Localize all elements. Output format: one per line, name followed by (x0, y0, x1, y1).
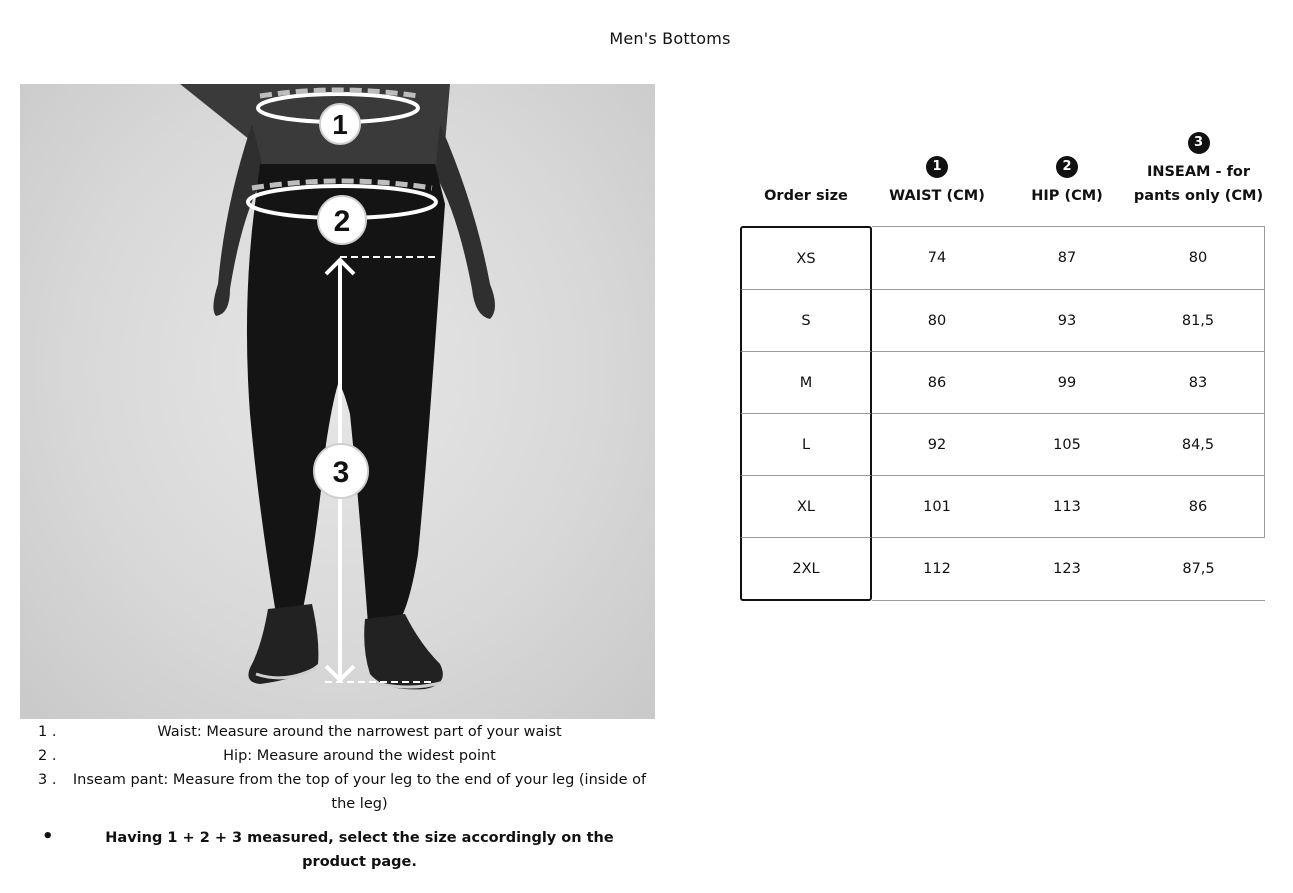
instruction-note (20, 826, 655, 874)
measurement-instructions (20, 720, 655, 874)
size-chart-table (740, 130, 1265, 601)
hip-cell: 99 (1002, 352, 1132, 414)
page-title: Men's Bottoms (609, 29, 731, 48)
waist-cell: 80 (872, 290, 1002, 352)
measurement-figure-image (20, 84, 655, 719)
table-row (740, 414, 1265, 476)
step-text: Hip: Measure around the widest point (223, 748, 496, 764)
inseam-cell: 80 (1132, 226, 1265, 290)
header-inseam: 3 INSEAM - for pants only (CM) (1132, 130, 1265, 226)
hip-cell: 113 (1002, 476, 1132, 538)
table-row (740, 352, 1265, 414)
size-cell: XL (740, 476, 872, 538)
header-hip: 2 HIP (CM) (1002, 130, 1132, 226)
marker-1-icon (320, 104, 360, 144)
bullet-icon: • (42, 826, 54, 847)
size-cell: M (740, 352, 872, 414)
svg-text:3: 3 (332, 456, 350, 489)
hip-cell: 87 (1002, 226, 1132, 290)
size-cell: XS (740, 226, 872, 290)
step-text: Inseam pant: Measure from the top of your leg to the end of your leg (inside of the leg) (72, 772, 647, 812)
waist-cell: 92 (872, 414, 1002, 476)
inseam-cell: 83 (1132, 352, 1265, 414)
header-waist: 1 WAIST (CM) (872, 130, 1002, 226)
table-header-row (740, 130, 1265, 226)
inseam-cell: 81,5 (1132, 290, 1265, 352)
waist-cell: 86 (872, 352, 1002, 414)
size-cell: 2XL (740, 538, 872, 601)
hip-cell: 93 (1002, 290, 1132, 352)
step-text: Waist: Measure around the narrowest part of your waist (157, 724, 562, 740)
note-text: Having 1 + 2 + 3 measured, select the size accordingly on the product page. (105, 830, 614, 870)
table-row (740, 226, 1265, 290)
size-cell: L (740, 414, 872, 476)
inseam-cell: 86 (1132, 476, 1265, 538)
badge-1-icon: 1 (926, 156, 948, 178)
header-order-size: Order size (764, 188, 848, 204)
inseam-cell: 87,5 (1132, 538, 1265, 601)
svg-text:2: 2 (333, 205, 351, 238)
step-number: 1 . (38, 724, 57, 740)
waist-cell: 74 (872, 226, 1002, 290)
marker-3-icon (314, 444, 368, 498)
size-cell: S (740, 290, 872, 352)
instruction-step (20, 768, 655, 816)
step-number: 3 . (38, 772, 57, 788)
badge-2-icon: 2 (1056, 156, 1078, 178)
hip-cell: 105 (1002, 414, 1132, 476)
instruction-step (20, 720, 655, 744)
waist-cell: 112 (872, 538, 1002, 601)
svg-text:1: 1 (332, 109, 348, 140)
table-row (740, 476, 1265, 538)
step-number: 2 . (38, 748, 57, 764)
instruction-step (20, 744, 655, 768)
badge-3-icon: 3 (1188, 132, 1210, 154)
hip-cell: 123 (1002, 538, 1132, 601)
table-row (740, 290, 1265, 352)
waist-cell: 101 (872, 476, 1002, 538)
table-row (740, 538, 1265, 601)
marker-2-icon (318, 196, 366, 244)
inseam-cell: 84,5 (1132, 414, 1265, 476)
